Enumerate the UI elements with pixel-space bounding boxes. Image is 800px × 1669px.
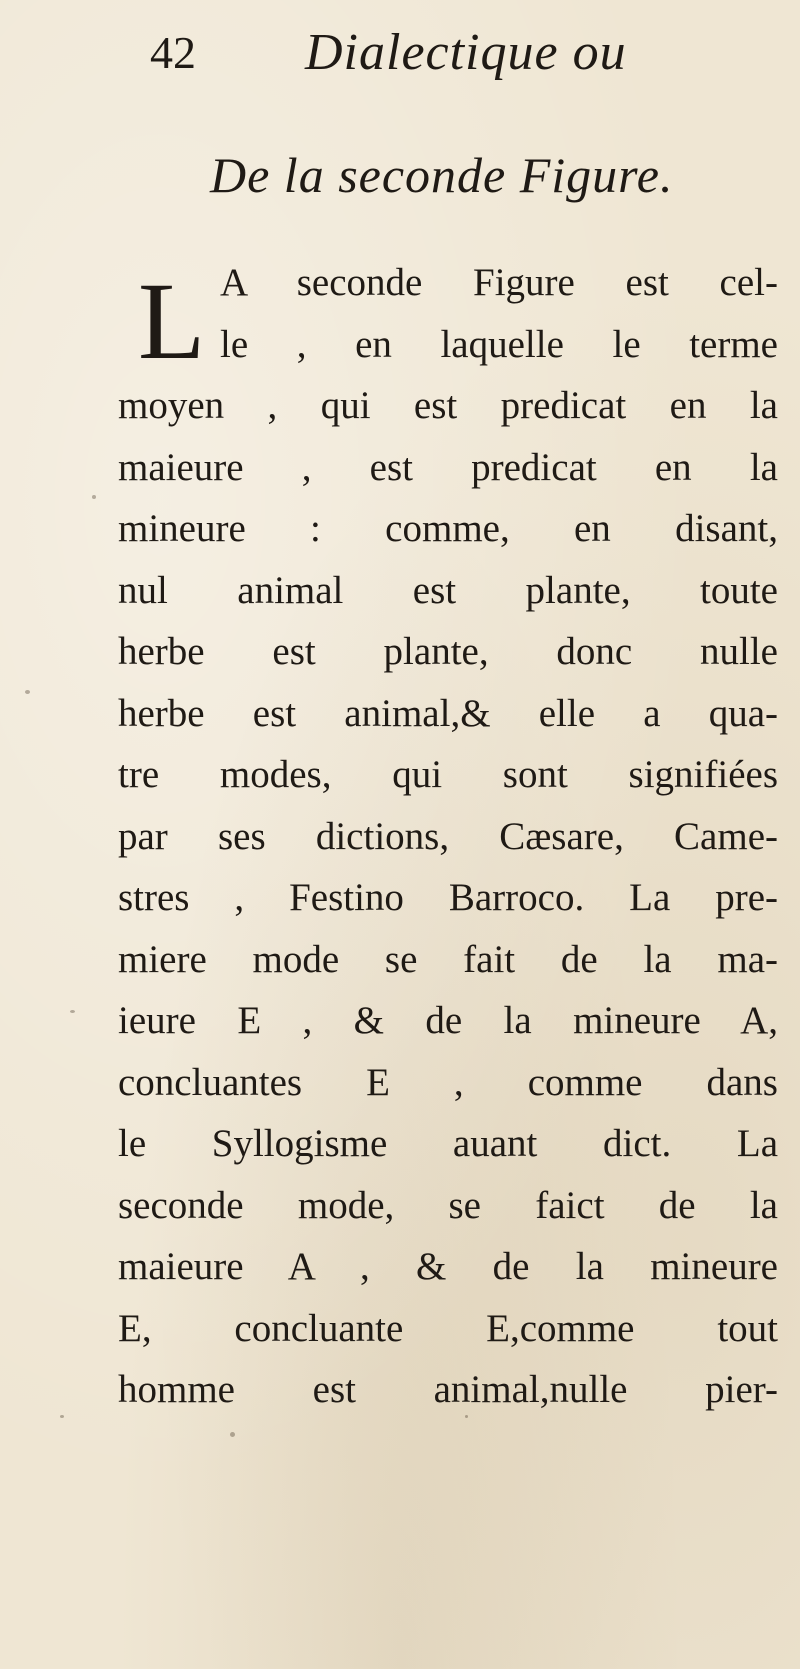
text-line: le , en laquelle le terme (220, 322, 778, 366)
drop-cap: L (138, 260, 206, 382)
text-line: nul animal est plante, toute (118, 568, 778, 612)
paper-speck (60, 1415, 64, 1418)
text-line: le Syllogisme auant dict. La (118, 1122, 778, 1165)
section-title: De la seconde Figure. (210, 147, 674, 203)
text-line: maieure , est predicat en la (118, 445, 778, 489)
text-line: herbe est animal,& elle a qua- (118, 691, 778, 735)
body-text (118, 252, 778, 1421)
page-number: 42 (150, 27, 196, 78)
text-line: seconde mode, se faict de la (118, 1183, 778, 1227)
text-line: E, concluante E,comme tout (118, 1306, 778, 1350)
paper-speck (230, 1432, 235, 1437)
paper-speck (70, 1010, 75, 1013)
text-line: concluantes E , comme dans (118, 1060, 778, 1104)
text-line: moyen , qui est predicat en la (118, 384, 778, 427)
page-header (150, 18, 710, 88)
text-line: mineure : comme, en disant, (118, 507, 778, 550)
paper-speck (465, 1415, 468, 1418)
text-line: par ses dictions, Cæsare, Came- (118, 814, 778, 858)
text-line: tre modes, qui sont signifiées (118, 753, 778, 796)
paper-speck (25, 690, 30, 694)
text-line: homme est animal,nulle pier- (118, 1368, 778, 1411)
running-head: Dialectique ou (305, 24, 627, 81)
text-line: ieure E , & de la mineure A, (118, 999, 778, 1042)
text-line: A seconde Figure est cel- (220, 261, 778, 304)
text-line: miere mode se fait de la ma- (118, 937, 778, 981)
text-line: stres , Festino Barroco. La pre- (118, 876, 778, 919)
text-line: herbe est plante, donc nulle (118, 630, 778, 673)
text-line: maieure A , & de la mineure (118, 1245, 778, 1288)
paper-speck (92, 495, 96, 499)
